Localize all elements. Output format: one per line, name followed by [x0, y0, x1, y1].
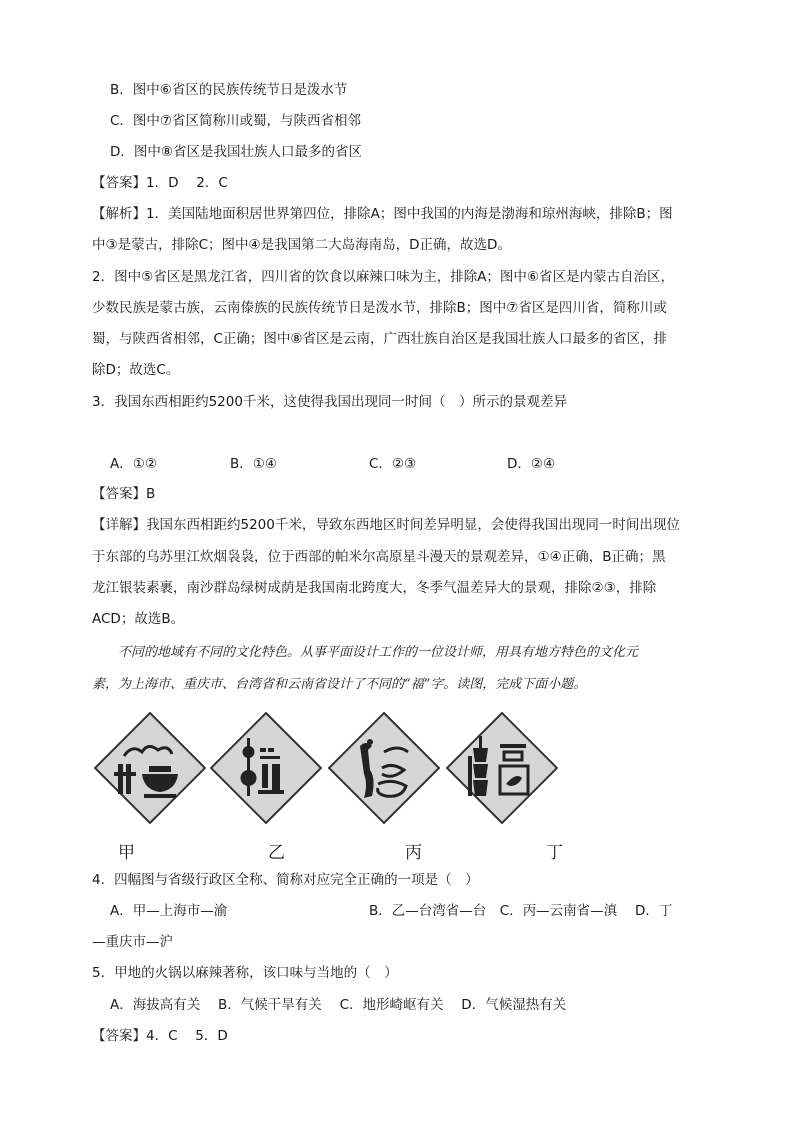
option-d: D．图中⑧省区是我国壮族人口最多的省区: [110, 144, 362, 160]
answer-3: 【答案】B: [92, 486, 156, 502]
pearl-tower-fu-icon: [210, 712, 322, 824]
dancer-fu-icon: [328, 712, 440, 824]
q4-option-a: A．甲—上海市—渝: [110, 903, 228, 919]
q3-option-c: C．②③: [369, 456, 417, 472]
answer-4-5: 【答案】4．C 5．D: [92, 1028, 228, 1044]
taipei101-fu-icon: [446, 712, 558, 824]
question-4: 4．四幅图与省级行政区全称、简称对应完全正确的一项是（ ）: [92, 872, 479, 888]
analysis-2-line-4: 除D；故选C。: [92, 362, 180, 378]
option-b: B．图中⑥省区的民族传统节日是泼水节: [110, 82, 348, 98]
detail-line-4: ACD；故选B。: [92, 611, 185, 627]
analysis-1-line-1: 【解析】1．美国陆地面积居世界第四位，排除A；图中我国的内海是渤海和琼州海峡，排除B；图: [92, 206, 673, 222]
q3-option-b: B．①④: [230, 456, 277, 472]
question-5: 5．甲地的火锅以麻辣著称，该口味与当地的（ ）: [92, 965, 398, 981]
option-c: C．图中⑦省区简称川或蜀，与陕西省相邻: [110, 113, 362, 129]
analysis-2-line-2: 少数民族是蒙古族，云南傣族的民族传统节日是泼水节，排除B；图中⑦省区是四川省，简称川或: [92, 300, 667, 316]
detail-line-3: 龙江银装素裹，南沙群岛绿树成荫是我国南北跨度大，冬季气温差异大的景观，排除②③，排除: [92, 580, 657, 596]
caption-ding: 丁: [546, 843, 563, 863]
analysis-2-line-1: 2．图中⑤省区是黑龙江省，四川省的饮食以麻辣口味为主，排除A；图中⑥省区是内蒙古自治区，: [92, 269, 675, 285]
caption-bing: 丙: [405, 843, 422, 863]
q3-option-a: A．①②: [110, 456, 157, 472]
caption-yi: 乙: [268, 843, 285, 863]
q3-option-d: D．②④: [507, 456, 556, 472]
q4-options-bcd: B．乙—台湾省—台 C．丙—云南省—滇 D．丁: [369, 903, 673, 919]
intro-line-1: 不同的地域有不同的文化特色。从事平面设计工作的一位设计师，用具有地方特色的文化元: [118, 645, 639, 660]
detail-line-1: 【详解】我国东西相距约5200千米，导致东西地区时间差异明显，会使得我国出现同一时间出现位: [92, 517, 680, 533]
q4-option-d-cont: —重庆市—沪: [92, 934, 173, 950]
question-3: 3．我国东西相距约5200千米，这使得我国出现同一时间（ ）所示的景观差异: [92, 394, 567, 410]
intro-line-2: 素，为上海市、重庆市、台湾省和云南省设计了不同的“福”字。读图，完成下面小题。: [92, 677, 587, 692]
analysis-2-line-3: 蜀，与陕西省相邻，C正确；图中⑧省区是云南，广西壮族自治区是我国壮族人口最多的省区，排: [92, 331, 668, 347]
q5-options: A．海拔高有关 B．气候干旱有关 C．地形崎岖有关 D．气候湿热有关: [110, 997, 567, 1013]
answer-1-2: 【答案】1．D 2．C: [92, 175, 228, 191]
analysis-1-line-2: 中③是蒙古，排除C；图中④是我国第二大岛海南岛，D正确，故选D。: [92, 237, 511, 253]
caption-jia: 甲: [118, 843, 135, 863]
detail-line-2: 于东部的乌苏里江炊烟袅袅，位于西部的帕米尔高原星斗漫天的景观差异，①④正确，B正确；黑: [92, 549, 666, 565]
hotpot-fu-icon: [94, 712, 206, 824]
